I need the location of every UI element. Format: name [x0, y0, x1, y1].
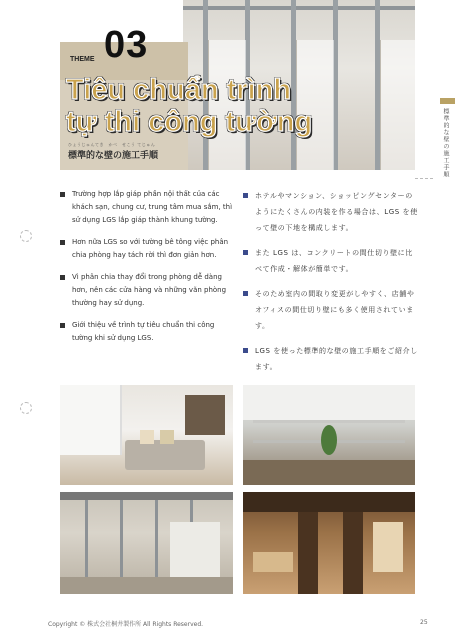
living-room-photo: [60, 385, 233, 485]
side-tab-label: 標準的な壁の施工手順: [442, 108, 449, 178]
theme-number: 03: [104, 24, 149, 66]
bullet-square: [243, 348, 248, 353]
list-item: [60, 236, 235, 262]
bullet-square: [60, 275, 65, 280]
list-item-text: Vì phân chia thay đổi trong phòng dễ dàng hơn, nên các cửa hàng và những văn phòng thường hay sử dụng.: [72, 273, 227, 307]
list-item: [60, 319, 235, 345]
bullet-square: [243, 250, 248, 255]
page-subtitle: 標準的な壁の施工手順: [68, 151, 159, 161]
list-item-text: Giới thiệu về trình tự tiêu chuẩn thi công tường khi sử dụng LGS.: [72, 321, 215, 342]
list-item-text: そのため室内の間取り変更がしやすく、店舗やオフィスの間仕切り壁にも多く使用されています。: [255, 290, 415, 330]
list-item-text: ホテルやマンション、ショッピングセンターのようにたくさんの内装を作る場合は、LGS を使って壁の下地を構成します。: [255, 192, 418, 232]
list-item: [243, 343, 418, 375]
side-tab-accent: [440, 98, 455, 104]
construction-site-photo: [60, 492, 233, 594]
binder-hole-mark: [20, 402, 32, 414]
restaurant-interior-photo: [243, 492, 415, 594]
copyright-text: Copyright © 株式会社桐井製作所 All Rights Reserved.: [48, 621, 204, 628]
title-line-1: Tiêu chuẩn trình: [66, 74, 292, 106]
list-item: [243, 245, 418, 277]
vietnamese-column: [60, 188, 235, 354]
title-line-2: tự thi công tường: [66, 106, 313, 138]
list-item-text: Hơn nữa LGS so với tường bê tông việc phân chia phòng hay tách rời thì đơn giản hơn.: [72, 238, 229, 259]
list-item-text: Trường hợp lắp giáp phần nội thất của các khách sạn, chung cư, trung tâm mua sắm, thì sử dụng LGS lắp giáp thành khung tường.: [72, 190, 233, 224]
japanese-column: [243, 188, 418, 384]
page-number: 25: [420, 619, 428, 626]
list-item-text: また LGS は、コンクリートの間仕切り壁に比べて作成・解体が簡単です。: [255, 249, 413, 273]
divider-dash: [415, 178, 433, 179]
bullet-square: [243, 193, 248, 198]
top-rail: [183, 6, 415, 10]
bullet-square: [60, 192, 65, 197]
subtitle-ruby: ひょうじゅんてき かべ せこう てじゅん: [68, 142, 156, 147]
binder-hole-mark: [20, 230, 32, 242]
list-item: [60, 271, 235, 310]
shopping-mall-photo: [243, 385, 415, 485]
list-item-text: LGS を使った標準的な壁の施工手順をご紹介します。: [255, 347, 418, 371]
bullet-square: [60, 323, 65, 328]
list-item: [243, 286, 418, 334]
list-item: [60, 188, 235, 227]
board-sheet: [296, 40, 334, 170]
bullet-square: [243, 291, 248, 296]
list-item: [243, 188, 418, 236]
board-sheet: [380, 40, 415, 170]
theme-label: THEME: [70, 56, 95, 63]
bullet-square: [60, 240, 65, 245]
